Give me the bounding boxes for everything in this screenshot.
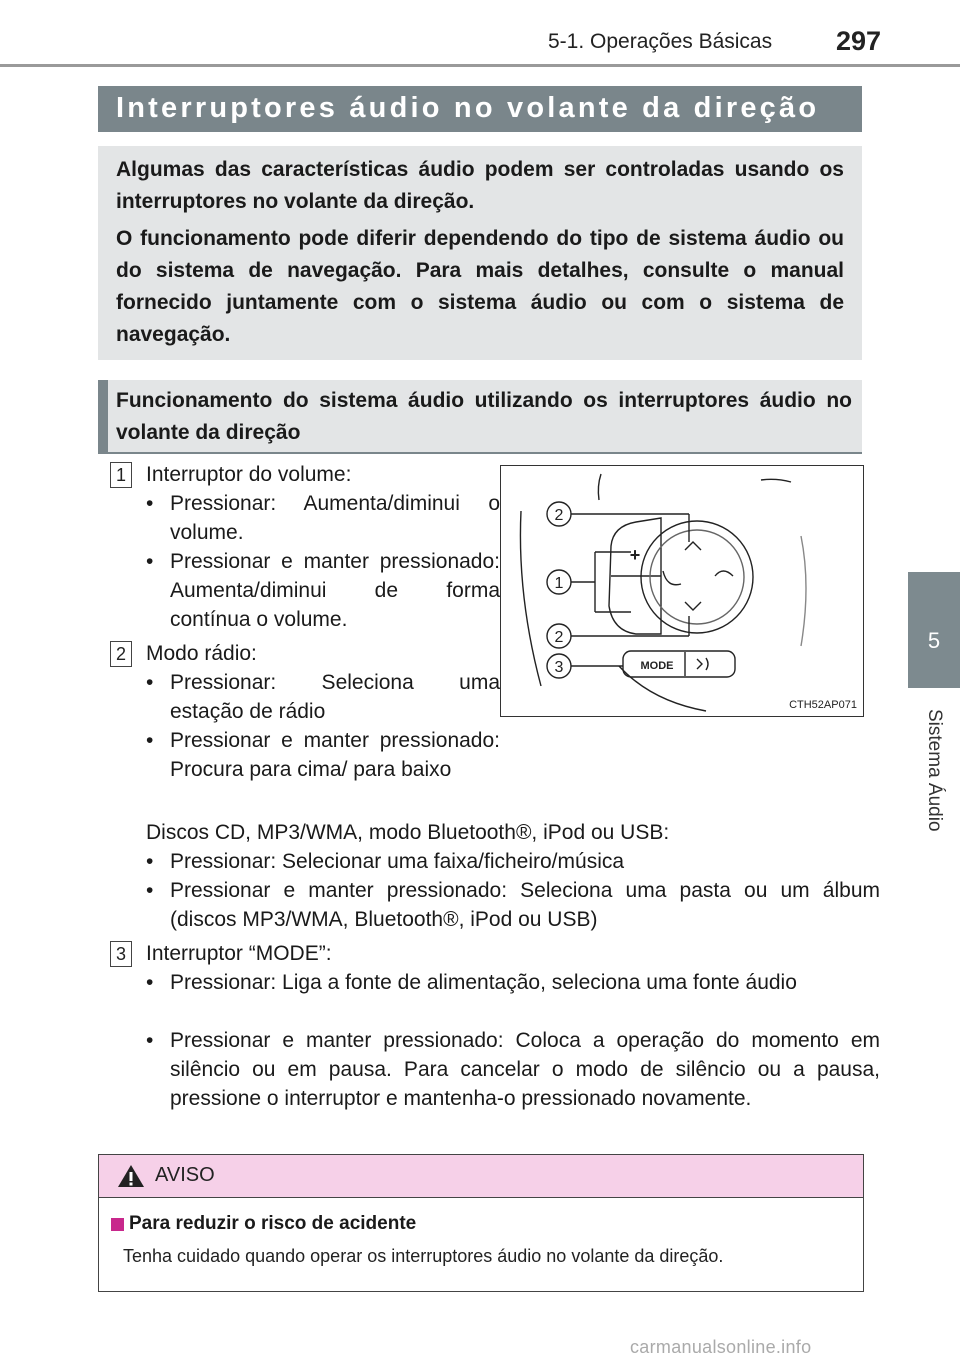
- intro-paragraph: Algumas das características áudio podem ser controladas usando os interruptores no volante da direção.: [116, 158, 844, 213]
- section-heading: 5-1. Operações Básicas: [548, 30, 773, 53]
- chapter-label: Sistema Áudio: [924, 708, 945, 832]
- item-subtitle: Discos CD, MP3/WMA, modo Bluetooth®, iPod ou USB:: [146, 821, 670, 844]
- item-number-badge: 1: [110, 462, 132, 488]
- item-bullet: • Pressionar e manter pressionado: Aumenta/diminui de forma contínua o volume.: [146, 547, 500, 634]
- item-bullet: • Pressionar: Selecionar uma faixa/ficheiro/música: [146, 847, 880, 876]
- steering-switch-illustration: [501, 466, 863, 716]
- intro-paragraph: O funcionamento pode diferir dependendo do tipo de sistema áudio ou do sistema de navegação. Para mais detalhes, consulte o manual fornecido juntamente com o sistema áudio ou com o sistema de navegação.: [116, 227, 844, 346]
- item-bullet: • Pressionar e manter pressionado: Coloca a operação do momento em silêncio ou em pausa. Para cancelar o modo de silêncio ou a pausa, pressione o interruptor e mantenha-o pressionado novamente.: [146, 1026, 880, 1113]
- mode-button-label: MODE: [640, 660, 674, 672]
- item-bullet: • Pressionar e manter pressionado: Seleciona uma pasta ou um álbum (discos MP3/WMA, Bluetooth®, iPod ou USB): [146, 876, 880, 934]
- subsection-rule: [98, 452, 862, 454]
- warning-box: [98, 1154, 864, 1292]
- callout-label: 1: [554, 575, 564, 592]
- warning-body: Tenha cuidado quando operar os interruptores áudio no volante da direção.: [123, 1246, 724, 1266]
- callout-label: 2: [554, 629, 564, 646]
- title-band: [98, 86, 862, 132]
- chapter-number: 5: [927, 628, 941, 653]
- plus-label: +: [629, 545, 641, 565]
- callout-label: 2: [554, 507, 564, 524]
- item-number-badge: 2: [110, 641, 132, 667]
- warning-square-icon: [111, 1218, 124, 1231]
- warning-triangle-icon: [117, 1164, 145, 1188]
- item-bullet: • Pressionar: Seleciona uma estação de rádio: [146, 668, 500, 726]
- item-title: Modo rádio:: [146, 642, 257, 665]
- intro-box: [98, 146, 862, 360]
- page-number: 297: [836, 26, 882, 56]
- steering-switch-diagram: [500, 465, 864, 717]
- chapter-tab: [908, 572, 960, 688]
- callout-label: 3: [554, 659, 564, 676]
- item-number-badge: 3: [110, 941, 132, 967]
- subsection-title: Funcionamento do sistema áudio utilizando os interruptores áudio no volante da direção: [116, 389, 852, 444]
- warning-header: [99, 1155, 863, 1198]
- figure-code: CTH52AP071: [789, 699, 857, 711]
- item-title: Interruptor do volume:: [146, 463, 352, 486]
- item-title: Interruptor “MODE”:: [146, 942, 332, 965]
- warning-title: Para reduzir o risco de acidente: [129, 1213, 417, 1234]
- watermark: carmanualsonline.info: [630, 1337, 812, 1357]
- item-bullet: • Pressionar: Aumenta/diminui o volume.: [146, 489, 500, 547]
- subsection-bar: [98, 380, 108, 452]
- subsection-header: [98, 380, 862, 452]
- item-bullet: • Pressionar e manter pressionado: Procura para cima/ para baixo: [146, 726, 500, 784]
- header-rule: [0, 64, 960, 67]
- item-bullet: • Pressionar: Liga a fonte de alimentação, seleciona uma fonte áudio: [146, 968, 880, 997]
- page-title: Interruptores áudio no volante da direção: [116, 92, 820, 124]
- warning-label: AVISO: [155, 1164, 215, 1186]
